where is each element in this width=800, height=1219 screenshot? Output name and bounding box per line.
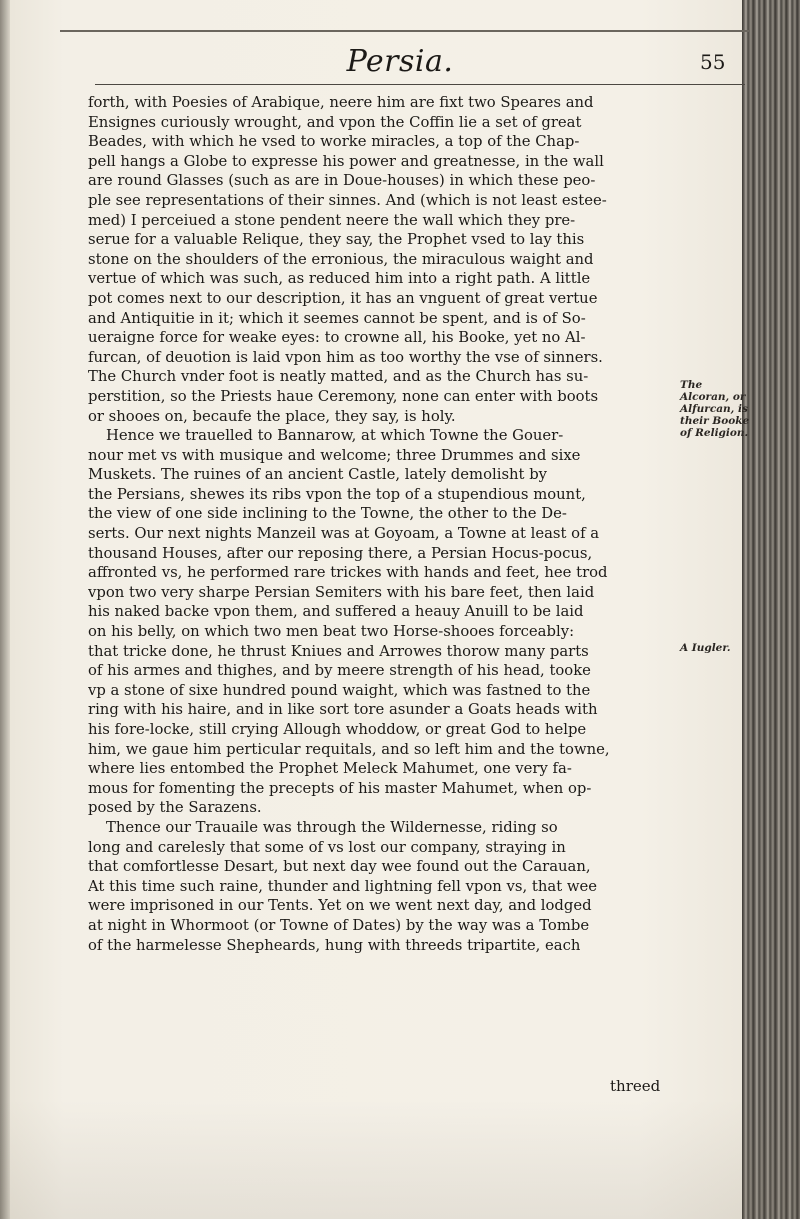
- text-line: or shooes on, becaufe the place, they say, is holy.: [88, 407, 456, 425]
- text-line: Muskets. The ruines of an ancient Castle, lately demolisht by: [88, 466, 548, 484]
- top-rule: [60, 30, 750, 32]
- text-line: ple see representations of their sinnes. And (which is not least estee-: [88, 191, 607, 209]
- text-line: furcan, of deuotion is laid vpon him as too worthy the vse of sinners.: [88, 348, 603, 366]
- text-line: Beades, with which he vsed to worke miracles, a top of the Chap-: [88, 133, 580, 151]
- text-line: stone on the shoulders of the erronious, the miraculous waight and: [88, 250, 594, 268]
- text-line: pell hangs a Globe to expresse his power and greatnesse, in the wall: [88, 152, 604, 170]
- text-line: The Church vnder foot is neatly matted, and as the Church has su-: [88, 368, 589, 386]
- text-line: Hence we trauelled to Bannarow, at which Towne the Gouer-: [106, 427, 564, 445]
- text-line: serts. Our next nights Manzeil was at Goyoam, a Towne at least of a: [88, 525, 600, 543]
- text-line: the view of one side inclining to the Towne, the other to the De-: [88, 505, 567, 523]
- text-line: perstition, so the Priests haue Ceremony, none can enter with boots: [88, 387, 599, 405]
- text-line: were imprisoned in our Tents. Yet on we went next day, and lodged: [88, 897, 592, 915]
- text-line: ueraigne force for weake eyes: to crowne all, his Booke, yet no Al-: [88, 329, 586, 347]
- text-line: of his armes and thighes, and by meere strength of his head, tooke: [88, 662, 591, 680]
- text-line: are round Glasses (such as are in Doue-houses) in which these peo-: [88, 172, 596, 190]
- text-line: forth, with Poesies of Arabique, neere him are fixt two Speares and: [88, 94, 594, 111]
- bottom-shade: [0, 1100, 800, 1219]
- text-line: vp a stone of sixe hundred pound waight, which was fastned to the: [88, 681, 591, 699]
- text-line: pot comes next to our description, it has an vnguent of great vertue: [88, 289, 598, 307]
- header-rule: [95, 84, 745, 85]
- running-head: Persia.: [346, 44, 454, 79]
- text-line: serue for a valuable Relique, they say, the Prophet vsed to lay this: [88, 231, 585, 249]
- margin-note-iugler: A Iugler.: [680, 642, 731, 654]
- text-line: where lies entombed the Prophet Meleck Mahumet, one very fa-: [88, 760, 572, 778]
- page-number: 55: [700, 50, 726, 74]
- body-text: [88, 93, 668, 955]
- text-line: and Antiquitie in it; which it seemes cannot be spent, and is of So-: [88, 309, 586, 327]
- text-line: At this time such raine, thunder and lightning fell vpon vs, that wee: [88, 877, 598, 895]
- text-line: of the harmelesse Shepheards, hung with threeds tripartite, each: [88, 936, 581, 954]
- margin-note-alcoran: The Alcoran, or Alfurcan, is their Booke of Religion.: [680, 379, 750, 439]
- text-line: thousand Houses, after our reposing there, a Persian Hocus-pocus,: [88, 544, 593, 562]
- text-line: med) I perceiued a stone pendent neere the wall which they pre-: [88, 211, 576, 229]
- text-line: vertue of which was such, as reduced him into a right path. A little: [88, 270, 591, 288]
- text-line: mous for fomenting the precepts of his master Mahumet, when op-: [88, 779, 592, 797]
- catchword: threed: [610, 1077, 661, 1095]
- text-line: the Persians, shewes its ribs vpon the top of a stupendious mount,: [88, 485, 586, 503]
- page-edge-stack: [742, 0, 800, 1219]
- text-line: his fore-locke, still crying Allough whoddow, or great God to helpe: [88, 721, 587, 738]
- text-line: him, we gaue him perticular requitals, and so left him and the towne,: [88, 740, 610, 758]
- text-line: his naked backe vpon them, and suffered a heauy Anuill to be laid: [88, 603, 584, 621]
- text-line: Ensignes curiously wrought, and vpon the Coffin lie a set of great: [88, 113, 582, 131]
- text-line: ring with his haire, and in like sort tore asunder a Goats heads with: [88, 701, 598, 719]
- text-line: on his belly, on which two men beat two Horse-shooes forceably:: [88, 623, 575, 641]
- text-line: long and carelesly that some of vs lost our company, straying in: [88, 838, 566, 856]
- page-gutter-shadow: [0, 0, 10, 1219]
- text-line: that tricke done, he thrust Kniues and Arrowes thorow many parts: [88, 642, 589, 660]
- text-line: affronted vs, he performed rare trickes with hands and feet, hee trod: [88, 564, 608, 582]
- text-line: posed by the Sarazens.: [88, 799, 262, 817]
- text-line: nour met vs with musique and welcome; three Drummes and sixe: [88, 446, 581, 464]
- text-line: Thence our Trauaile was through the Wildernesse, riding so: [106, 818, 558, 836]
- text-line: vpon two very sharpe Persian Semiters with his bare feet, then laid: [88, 583, 595, 601]
- text-line: at night in Whormoot (or Towne of Dates) by the way was a Tombe: [88, 916, 590, 934]
- text-line: that comfortlesse Desart, but next day wee found out the Carauan,: [88, 858, 591, 876]
